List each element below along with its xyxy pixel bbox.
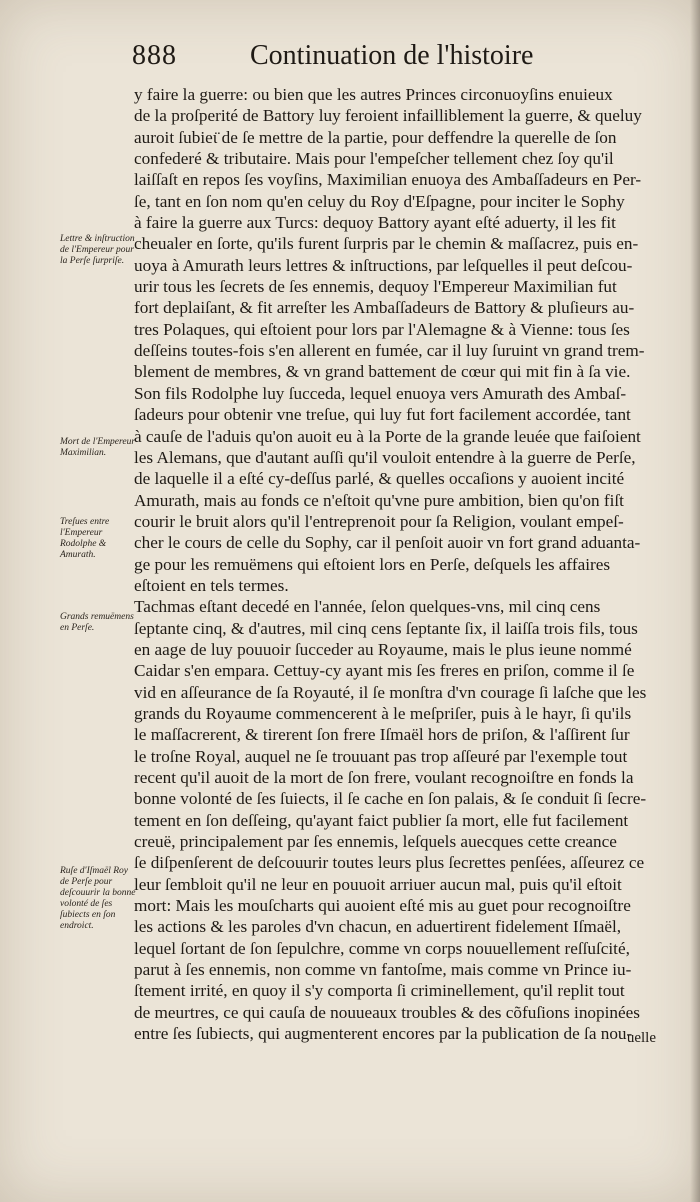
text-line: cher le cours de celle du Sophy, car il penſoit auoir vn fort grand aduanta- [134,533,641,553]
text-line: creuë, principalement par ſes ennemis, leſquels auecques cette creance [134,832,617,852]
page-header [130,40,670,80]
text-line: fort deplaiſant, & fit arreſter les Ambaſſadeurs de Battory & pluſieurs au- [134,298,635,318]
text-line: à cauſe de l'aduis qu'on auoit eu à la Porte de la grande leuée que faiſoient [134,426,641,446]
text-line: blement de membres, & vn grand battement de cœur qui mit fin à ſa vie. [134,362,631,382]
text-line: confederé & tributaire. Mais pour l'empeſcher tellement chez ſoy qu'il [134,149,614,169]
text-line: lequel ſortant de ſon ſepulchre, comme vn corps nouuellement reſſuſcité, [134,938,630,958]
running-title: Continuation de l'histoire [250,40,534,71]
margin-note: Ruſe d'Iſmaël Roy de Perſe pour deſcouurir la bonne volonté de ſes ſubiects en ſon endroict. [60,866,136,931]
text-line: mort: Mais les mouſcharts qui auoient eſté mis au guet pour recognoiſtre [134,896,631,916]
text-line: le troſne Royal, auquel ne ſe trouuant pas trop aſſeuré par l'exemple tout [134,746,628,766]
text-line: de meurtres, ce qui cauſa de nouueaux troubles & des cõfuſions inopinées [134,1002,640,1022]
text-line: vid en aſſeurance de ſa Royauté, il ſe monſtra d'vn courage ſi laſche que les [134,682,647,702]
text-line: le maſſacrerent, & tirerent ſon frere Iſmaël hors de priſon, & l'aſſirent ſur [134,725,630,745]
text-line: ſe, tant en ſon nom qu'en celuy du Roy d'Eſpagne, pour inciter le Sophy [134,191,625,211]
text-line: tement en ſon deſſeing, qu'ayant faict publier ſa mort, elle fut facilement [134,810,629,830]
text-line: à faire la guerre aux Turcs: dequoy Battory ayant eſté aduerty, il les fit [134,213,616,233]
page-number: 888 [132,40,177,71]
text-line: ſtement irrité, en quoy il s'y comporta ſi criminellement, qu'il replit tout [134,981,625,1001]
text-line: de la proſperité de Battory luy feroient infailliblement la guerre, & queluy [134,106,642,126]
text-line: bonne volonté de ſes ſuiects, il ſe cache en ſon palais, & ſe conduit ſi ſecre- [134,789,647,809]
text-line: ge pour les remuëmens qui eſtoient lors en Perſe, deſquels les affaires [134,554,611,574]
catchword: uelle [626,1030,656,1046]
text-line: courir le bruit alors qu'il l'entreprenoit pour ſa Religion, voulant empeſ- [134,511,624,531]
text-line: cheualer en ſorte, qu'ils furent ſurpris par le chemin & maſſacrez, puis en- [134,234,639,254]
text-line: deſſeins toutes-fois s'en allerent en fumée, car il luy ſuruint vn grand trem- [134,341,645,361]
text-line: uoya à Amurath leurs lettres & inſtructions, par leſquelles il peut deſcou- [134,255,633,275]
text-line: Amurath, mais au fonds ce n'eſtoit qu'vne pure ambition, bien qu'on fiſt [134,490,624,510]
text-line: Son fils Rodolphe luy ſucceda, lequel enuoya vers Amurath des Ambaſ- [134,383,627,403]
margin-note: Grands remuëmens en Perſe. [60,612,134,633]
text-line: urir tous les ſecrets de ſes ennemis, dequoy l'Empereur Maximilian fut [134,277,617,297]
text-line: ſadeurs pour obtenir vne treſue, qui luy fut fort facilement accordée, tant [134,405,631,425]
text-line: les actions & les paroles d'vn chacun, en aduertirent fidelement Iſmaël, [134,917,622,937]
page-edge-shadow [690,0,700,1202]
margin-note: Lettre & inſtruction de l'Empereur pour la Perſe ſurpriſe. [60,234,135,266]
text-line: ſeptante cinq, & d'autres, mil cinq cens ſeptante ſix, il laiſſa trois fils, tous [134,618,638,638]
text-line: recent qu'il auoit de la mort de ſon frere, voulant recognoiſtre en fonds la [134,768,634,787]
text-line: auroit ſubieɩ̈ de ſe mettre de la partie, pour deffendre la querelle de ſon [134,127,617,147]
text-line: de laquelle il a eſté cy-deſſus parlé, & quelles occaſions y auoient incité [134,469,625,489]
text-line: y faire la guerre: ou bien que les autres Princes circonuoyſins enuieux [134,85,613,104]
text-line: ſe diſpenſerent de deſcouurir toutes leurs plus ſecrettes penſées, aſſeurez ce [134,853,645,873]
text-line: grands du Royaume commencerent à le meſpriſer, puis à le hayr, ſi qu'ils [134,703,632,723]
body-text [134,84,656,1044]
text-line: laiſſaſt en repos ſes voyſins, Maximilian enuoya des Ambaſſadeurs en Per- [134,170,642,190]
text-line: parut à ſes ennemis, non comme vn fantoſme, mais comme vn Prince iu- [134,960,632,980]
text-line: en aage de luy pouuoir ſucceder au Royaume, mais le plus ieune nommé [134,639,632,659]
text-line: Caidar s'en empara. Cettuy-cy ayant mis ſes freres en priſon, comme il ſe [134,661,635,681]
text-line: eſtoient en tels termes. [134,575,289,595]
text-line: entre ſes ſubiects, qui augmenterent encores par la publication de ſa nou- [134,1024,633,1044]
margin-note: Treſues entre l'Empereur Rodolphe & Amurath. [60,517,110,560]
margin-note: Mort de l'Empereur Maximilian. [60,437,136,458]
text-line: tres Polaques, qui eſtoient pour lors par l'Alemagne & à Vienne: tous ſes [134,319,630,339]
text-line: leur ſembloit qu'il ne leur en pouuoit arriuer aucun mal, puis qu'il eſtoit [134,874,622,894]
text-line: Tachmas eſtant decedé en l'année, ſelon quelques-vns, mil cinq cens [134,597,601,617]
text-line: les Alemans, que d'autant auſſi qu'il vouloit entendre à la guerre de Perſe, [134,447,636,467]
